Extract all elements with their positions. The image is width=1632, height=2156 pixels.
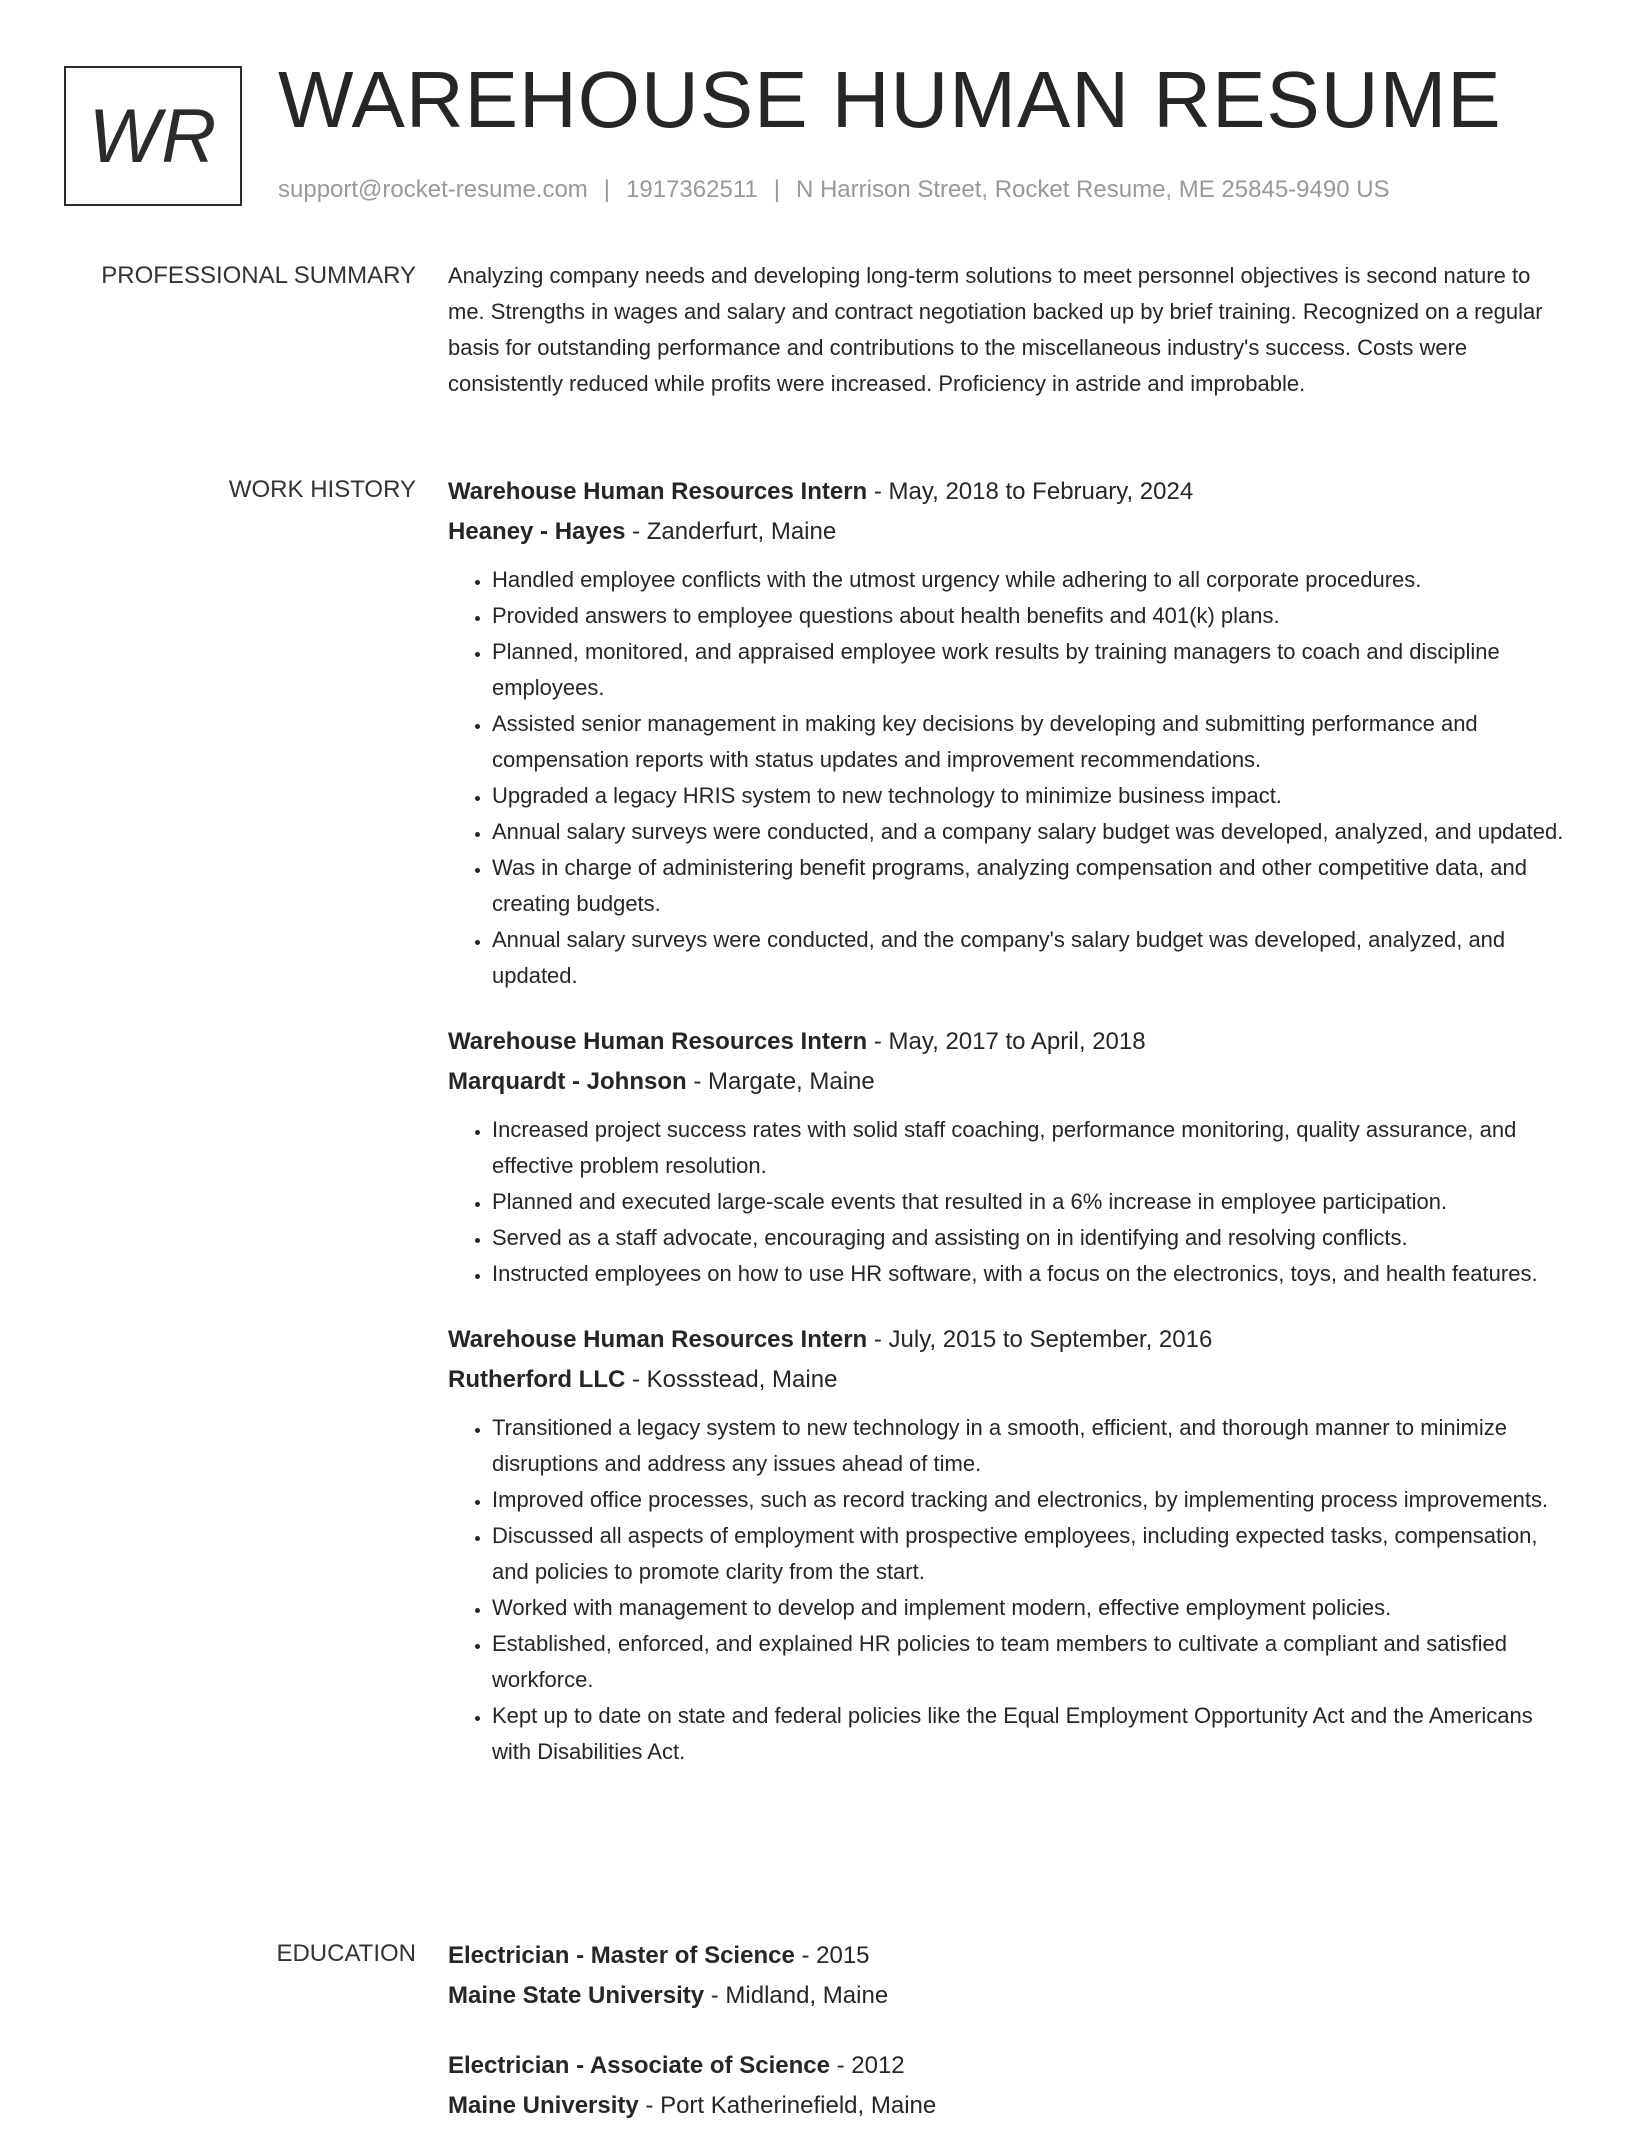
contact-phone[interactable]: 1917362511: [626, 176, 758, 203]
job-company-line: [448, 1360, 1570, 1400]
job-location: - Zanderfurt, Maine: [625, 518, 837, 545]
summary-text: Analyzing company needs and developing long-term solutions to meet personnel objectives is second nature to me. Strengths in wages and salary and contract negotiation backed up by brief training. Recognized on a regular basis for outstanding performance and contributions to the miscellaneous industry's success. Costs were consistently reduced while profits were increased. Proficiency in astride and improbable.: [448, 263, 1543, 396]
job-bullets: [448, 562, 1570, 994]
education-year: - 2015: [794, 1942, 870, 1969]
contact-separator: |: [773, 176, 780, 203]
job-bullet: • Increased project success rates with solid staff coaching, performance monitoring, quality assurance, and effective problem resolution.: [492, 1112, 1570, 1184]
job-company-line: [448, 512, 1570, 552]
monogram-logo: WR: [64, 66, 242, 206]
education-degree: Electrician - Associate of Science: [448, 2052, 830, 2079]
job-bullet: • Discussed all aspects of employment with prospective employees, including expected tasks, compensation, and policies to promote clarity from the start.: [492, 1518, 1570, 1590]
job-bullet: • Handled employee conflicts with the utmost urgency while adhering to all corporate procedures.: [492, 562, 1570, 598]
job-title: Warehouse Human Resources Intern: [448, 1028, 868, 1055]
job-bullets: [448, 1112, 1570, 1292]
job-entry: [448, 1320, 1570, 1770]
job-title-line: [448, 1320, 1570, 1360]
education-degree-line: [448, 1936, 1570, 1976]
education-school: Maine State University: [448, 1982, 705, 2009]
section-label-work-history: WORK HISTORY: [228, 476, 416, 503]
summary-body: [448, 258, 1570, 402]
job-title: Warehouse Human Resources Intern: [448, 478, 868, 505]
job-bullet: • Established, enforced, and explained HR policies to team members to cultivate a compliant and satisfied workforce.: [492, 1626, 1570, 1698]
work-history-body: [448, 472, 1570, 1798]
job-bullets: [448, 1410, 1570, 1770]
job-dates: - May, 2017 to April, 2018: [867, 1028, 1146, 1055]
job-title-line: [448, 472, 1570, 512]
resume-title: WAREHOUSE HUMAN RESUME: [278, 55, 1502, 144]
job-bullet: • Served as a staff advocate, encouraging and assisting on in identifying and resolving conflicts.: [492, 1220, 1570, 1256]
education-school: Maine University: [448, 2092, 639, 2119]
job-location: - Kossstead, Maine: [625, 1366, 838, 1393]
job-bullet: • Improved office processes, such as record tracking and electronics, by implementing process improvements.: [492, 1482, 1570, 1518]
job-bullet: • Worked with management to develop and implement modern, effective employment policies.: [492, 1590, 1570, 1626]
job-bullet: • Planned, monitored, and appraised employee work results by training managers to coach and discipline employees.: [492, 634, 1570, 706]
job-bullet: • Assisted senior management in making key decisions by developing and submitting performance and compensation reports with status updates and improvement recommendations.: [492, 706, 1570, 778]
contact-separator: |: [603, 176, 611, 203]
education-school-line: [448, 1976, 1570, 2016]
job-bullet: • Kept up to date on state and federal policies like the Equal Employment Opportunity Act and the Americans with Disabilities Act.: [492, 1698, 1570, 1770]
contact-email[interactable]: support@rocket-resume.com: [278, 176, 588, 203]
job-title-line: [448, 1022, 1570, 1062]
contact-info: [278, 176, 1390, 204]
education-degree-line: [448, 2046, 1570, 2086]
education-entry: [448, 1936, 1570, 2016]
job-dates: - May, 2018 to February, 2024: [867, 478, 1194, 505]
job-bullet: • Was in charge of administering benefit programs, analyzing compensation and other competitive data, and creating budgets.: [492, 850, 1570, 922]
section-label-summary: PROFESSIONAL SUMMARY: [101, 262, 416, 289]
contact-address: N Harrison Street, Rocket Resume, ME 25845-9490 US: [795, 176, 1390, 203]
job-bullet: • Instructed employees on how to use HR software, with a focus on the electronics, toys, and health features.: [492, 1256, 1570, 1292]
job-bullet: • Transitioned a legacy system to new technology in a smooth, efficient, and thorough manner to minimize disruptions and address any issues ahead of time.: [492, 1410, 1570, 1482]
job-company-line: [448, 1062, 1570, 1102]
education-body: [448, 1936, 1570, 2156]
education-year: - 2012: [829, 2052, 905, 2079]
education-location: - Port Katherinefield, Maine: [638, 2092, 937, 2119]
job-entry: [448, 1022, 1570, 1292]
job-bullet: • Upgraded a legacy HRIS system to new technology to minimize business impact.: [492, 778, 1570, 814]
job-bullet: • Annual salary surveys were conducted, and the company's salary budget was developed, analyzed, and updated.: [492, 922, 1570, 994]
job-bullet: • Annual salary surveys were conducted, and a company salary budget was developed, analyzed, and updated.: [492, 814, 1570, 850]
job-location: - Margate, Maine: [686, 1068, 875, 1095]
section-label-education: EDUCATION: [276, 1940, 416, 1967]
job-bullet: • Provided answers to employee questions about health benefits and 401(k) plans.: [492, 598, 1570, 634]
job-dates: - July, 2015 to September, 2016: [867, 1326, 1213, 1353]
job-company: Heaney - Hayes: [448, 518, 626, 545]
job-entry: [448, 472, 1570, 994]
job-title: Warehouse Human Resources Intern: [448, 1326, 868, 1353]
job-company: Rutherford LLC: [448, 1366, 626, 1393]
education-entry: [448, 2046, 1570, 2126]
education-school-line: [448, 2086, 1570, 2126]
job-company: Marquardt - Johnson: [448, 1068, 687, 1095]
education-location: - Midland, Maine: [704, 1982, 889, 2009]
education-degree: Electrician - Master of Science: [448, 1942, 795, 1969]
job-bullet: • Planned and executed large-scale events that resulted in a 6% increase in employee participation.: [492, 1184, 1570, 1220]
